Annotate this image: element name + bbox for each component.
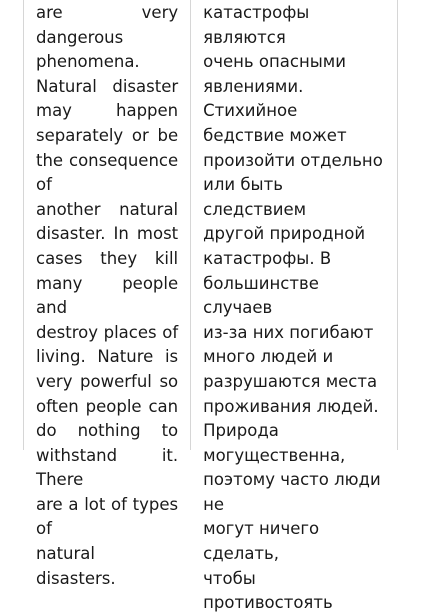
- english-line: Natural disaster: [36, 76, 179, 96]
- english-line: cases they kill: [36, 248, 179, 268]
- russian-line: Природа: [203, 421, 279, 441]
- english-line: many people and: [36, 273, 179, 318]
- russian-line: из-за них погибают: [203, 322, 374, 342]
- russian-line: произойти отдельно: [203, 150, 383, 170]
- russian-line: или быть следствием: [203, 175, 307, 219]
- russian-line: много людей и: [203, 347, 334, 367]
- russian-line: бедствие может: [203, 125, 347, 145]
- english-line: may happen: [36, 101, 179, 121]
- english-text-column: [24, 0, 191, 588]
- english-line: disaster. In most: [36, 224, 179, 244]
- russian-line: поэтому часто люди не: [203, 470, 381, 514]
- russian-line: катастрофы являются: [203, 3, 310, 47]
- english-line: often people can: [36, 396, 179, 416]
- russian-line: чтобы противостоять: [203, 568, 333, 613]
- english-line: natural disasters.: [36, 544, 116, 588]
- russian-line: большинстве случаев: [203, 273, 319, 318]
- english-line: living. Nature is: [36, 347, 179, 367]
- english-line: separately or be: [36, 125, 179, 145]
- russian-paragraph: [203, 1, 389, 616]
- russian-line: разрушаются места: [203, 371, 378, 391]
- english-line: very powerful so: [36, 371, 179, 391]
- english-line: the consequence of: [36, 150, 179, 195]
- russian-line: могущественна,: [203, 445, 346, 465]
- russian-text-column: [191, 0, 397, 613]
- english-line: another natural: [36, 199, 179, 219]
- russian-line: проживания людей.: [203, 396, 379, 416]
- english-line: are a lot of types of: [36, 494, 179, 539]
- russian-line: могут ничего сделать,: [203, 519, 320, 564]
- russian-line: другой природной: [203, 224, 366, 244]
- english-line: withstand it. There: [36, 445, 179, 490]
- english-paragraph: [36, 1, 178, 591]
- translation-table: [23, 0, 398, 613]
- english-line: are very dangerous: [36, 3, 179, 47]
- russian-line: очень опасными: [203, 52, 346, 72]
- russian-line: катастрофы. В: [203, 248, 332, 268]
- russian-line: явлениями. Стихийное: [203, 76, 304, 121]
- english-line: destroy places of: [36, 322, 179, 342]
- english-line: do nothing to: [36, 421, 179, 441]
- english-line: phenomena.: [36, 52, 140, 72]
